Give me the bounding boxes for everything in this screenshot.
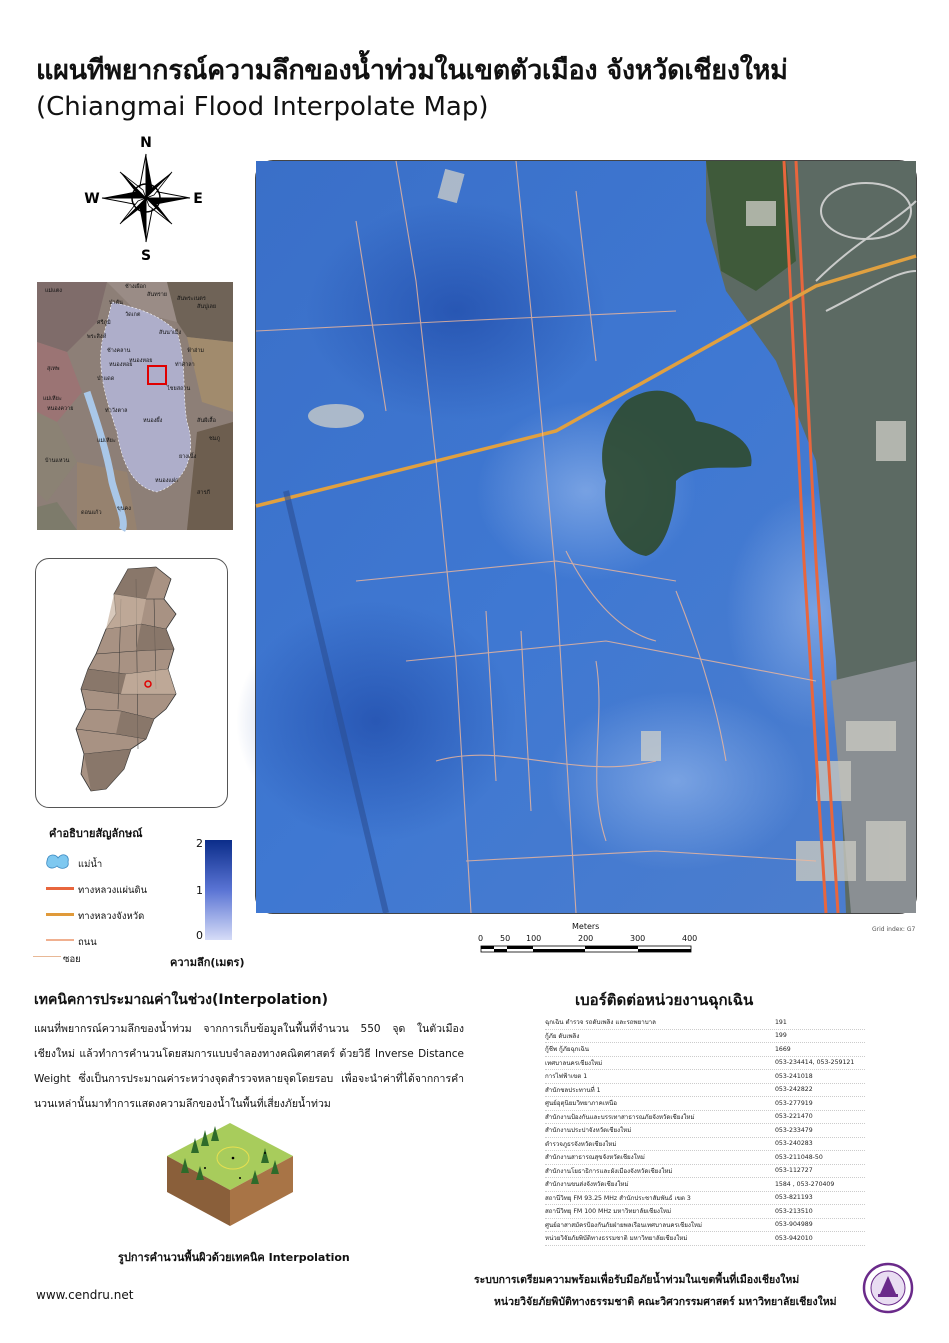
district-label: ฟ้าฮ่าม [187,348,205,354]
contact-row [545,1057,865,1071]
contact-name: สำนักชลประทานที่ 1 [545,1086,601,1094]
university-logo-icon [862,1262,914,1314]
contact-number: 191 [775,1018,787,1026]
depth-mid-label: 1 [196,884,203,897]
contact-number: 053-221470 [775,1113,813,1121]
contact-name: ศูนย์อาสาสมัครป้องกันภัยฝ่ายพลเรือนเทศบาลนครเชียงใหม่ [545,1221,703,1229]
contact-name: กู้ภัย ดับเพลิง [545,1032,580,1040]
emergency-contacts-table [545,1016,865,1246]
legend-road-label: ถนน [78,937,97,948]
district-label: หนองผึ้ง [143,418,163,424]
scale-tick: 0 [478,934,484,943]
contact-number: 053-277919 [775,1099,813,1107]
contact-name: ตำรวจภูธรจังหวัดเชียงใหม่ [545,1140,617,1148]
compass-s: S [140,248,152,264]
contact-number: 053-233479 [775,1126,813,1134]
contact-row [545,1192,865,1206]
scale-unit: Meters [572,922,600,931]
contact-name: กู้ชีพ กู้ภัยฉุกเฉิน [545,1046,589,1054]
contact-number: 053-241018 [775,1072,813,1080]
district-label: หนองควาย [47,406,74,412]
flood-interpolation-map [255,160,917,914]
contact-row [545,1232,865,1246]
contact-row [545,1138,865,1152]
legend-highway-label: ทางหลวงแผ่นดิน [78,885,148,896]
contact-name: ฉุกเฉิน ตำรวจ รถดับเพลิง และรถพยาบาล [545,1019,656,1027]
interpolation-description: แผนที่พยากรณ์ความลึกของน้ำท่วม จากการเก็บข้อมูลในพื้นที่จำนวน 550 จุด ในตัวเมืองเชียงใหม่ แล้วทำการคำนวนโดยสมการแบบจำลองทางคณิตศาสตร์ ด้วยวิธี Inverse Distance Weight ซึ่งเป็นการประมาณค่าระหว่างจุดสำรวจหลายจุดโดยรอบ เพื่อจะนำค่าที่ได้จากการคำนวนเหล่านั้นมาทำการแสดงความลึกของน้ำในพื้นที่เสี่ยงภัยน้ำท่วม [34,1023,464,1110]
contact-row [545,1097,865,1111]
district-label: บ้านแหวน [45,458,70,464]
depth-min-label: 0 [196,929,203,942]
provincial-road-symbol [46,913,74,916]
district-label: ช้างคลาน [107,348,131,354]
contact-row [545,1165,865,1179]
contact-number: 053-112727 [775,1167,813,1175]
district-label: หนองหอย [129,358,153,364]
contact-number: 199 [775,1032,787,1040]
contact-row [545,1070,865,1084]
contact-number: 053-234414, 053-259121 [775,1059,855,1067]
contact-row [545,1205,865,1219]
district-label: สุเทพ [47,366,60,372]
district-label: แม่เหียะ [97,438,116,444]
contact-name: เทศบาลนครเชียงใหม่ [545,1059,603,1067]
district-label: หนองแฝก [155,478,179,484]
scale-tick: 400 [682,934,698,943]
contact-number: 053-821193 [775,1194,813,1202]
contact-row [545,1151,865,1165]
compass-w: W [84,191,100,207]
contact-row [545,1043,865,1057]
compass-n: N [140,135,152,151]
footer-organization: หน่วยวิจัยภัยพิบัติทางธรรมชาติ คณะวิศวกรรมศาสตร์ มหาวิทยาลัยเชียงใหม่ [494,1296,837,1308]
interpolation-title: เทคนิคการประมาณค่าในช่วง(Interpolation) [34,992,329,1008]
district-label: ช้างเผือก [125,284,147,290]
contact-number: 1669 [775,1045,791,1053]
grid-index-label: Grid index: G7 [872,926,916,933]
interpolation-caption: รูปการคำนวนพื้นผิวด้วยเทคนิค Interpolation [118,1251,350,1264]
scale-tick: 300 [630,934,646,943]
district-label: ขุนคง [117,506,131,512]
river-symbol-icon [44,850,72,872]
contact-name: การไฟฟ้าเขต 1 [545,1073,588,1081]
scale-tick: 50 [500,934,511,943]
legend-provincial-road-label: ทางหลวงจังหวัด [78,911,145,922]
map-title-english: (Chiangmai Flood Interpolate Map) [36,92,489,122]
contact-row [545,1030,865,1044]
contacts-title: เบอร์ติดต่อหน่วยงานฉุกเฉิน [575,991,754,1009]
north-arrow-compass-icon [86,136,206,262]
district-label: พระสิงห์ [87,334,107,340]
district-label: แม่เหียะ [43,396,62,402]
contact-row [545,1111,865,1125]
contact-row [545,1219,865,1233]
depth-unit-label: ความลึก(เมตร) [170,956,245,969]
contact-row [545,1178,865,1192]
legend-river-label: แม่น้ำ [78,859,103,870]
legend-alley-label: ซอย [63,954,81,965]
map-title-thai: แผนทีพยากรณ์ความลึกของน้ำท่วมในเขตตัวเมือง จังหวัดเชียงใหม่ [36,55,788,86]
district-label: ไชยสถาน [167,386,191,392]
contact-number: 053-240283 [775,1140,813,1148]
highway-symbol [46,887,74,890]
district-inset-map [37,282,233,530]
legend-title: คำอธิบายสัญลักษณ์ [49,827,143,840]
district-label: สารภี [197,490,211,496]
scale-bar [476,922,698,958]
contact-name: หน่วยวิจัยภัยพิบัติทางธรรมชาติ มหาวิทยาลัยเชียงใหม่ [545,1235,688,1243]
district-label: ชมภู [209,436,220,442]
district-label: ป่าแดด [97,376,115,382]
contact-name: สถานีวิทยุ FM 100 MHz มหาวิทยาลัยเชียงใหม่ [545,1208,672,1216]
contact-number: 053-942010 [775,1234,813,1242]
district-label: ศรีภูมิ [97,320,111,326]
contact-name: สำนักงานสาธารณสุขจังหวัดเชียงใหม่ [545,1154,645,1162]
compass-e: E [193,191,203,207]
road-symbol [46,939,74,941]
depth-color-ramp [205,840,232,940]
district-label: สันปูเลย [197,304,217,310]
district-label: หนองหอย [109,362,133,368]
contact-name: สถานีวิทยุ FM 93.25 MHz สำนักประชาสัมพันธ์ เขต 3 [545,1194,691,1202]
contact-name: สำนักงานป้องกันและบรรเทาสาธารณภัยจังหวัดเชียงใหม่ [545,1113,695,1121]
contact-number: 053-213510 [775,1207,813,1215]
district-label: สันนาเม็ง [159,330,182,336]
district-label: ป่าตัน [109,300,123,306]
district-label: วัดเกต [125,312,141,318]
contact-name: สำนักงานขนส่งจังหวัดเชียงใหม่ [545,1181,629,1189]
scale-tick: 100 [526,934,542,943]
district-label: ท่าวังตาล [105,408,128,414]
district-label: แม่แตง [45,288,62,294]
scale-tick: 200 [578,934,594,943]
district-label: ท่าศาลา [175,362,195,368]
district-label: ยางเนิ้ง [179,454,197,460]
contact-number: 053-242822 [775,1086,813,1094]
contact-number: 053-211048-50 [775,1153,823,1161]
district-label: สันพระเนตร [177,296,206,302]
contact-number: 1584 , 053-270409 [775,1180,835,1188]
website-link[interactable]: www.cendru.net [36,1288,134,1302]
district-label: สันผีเสื้อ [197,418,216,424]
footer-system-name: ระบบการเตรียมความพร้อมเพื่อรับมือภัยน้ำท่วมในเขตพื้นที่เมืองเชียงใหม่ [474,1274,800,1286]
depth-max-label: 2 [196,837,203,850]
interpolation-surface-figure [165,1108,295,1238]
district-label: สันทราย [147,292,168,298]
alley-symbol [33,956,61,957]
province-inset-map [35,558,228,808]
contact-number: 053-904989 [775,1221,813,1229]
contact-row [545,1084,865,1098]
district-label: ดอนแก้ว [81,510,102,516]
contact-name: สำนักงานประปาจังหวัดเชียงใหม่ [545,1127,632,1135]
contact-row [545,1124,865,1138]
contact-name: สำนักงานโยธาธิการและผังเมืองจังหวัดเชียงใหม่ [545,1167,673,1175]
contact-row [545,1016,865,1030]
contact-name: ศูนย์อุตุนิยมวิทยาภาคเหนือ [545,1100,617,1108]
